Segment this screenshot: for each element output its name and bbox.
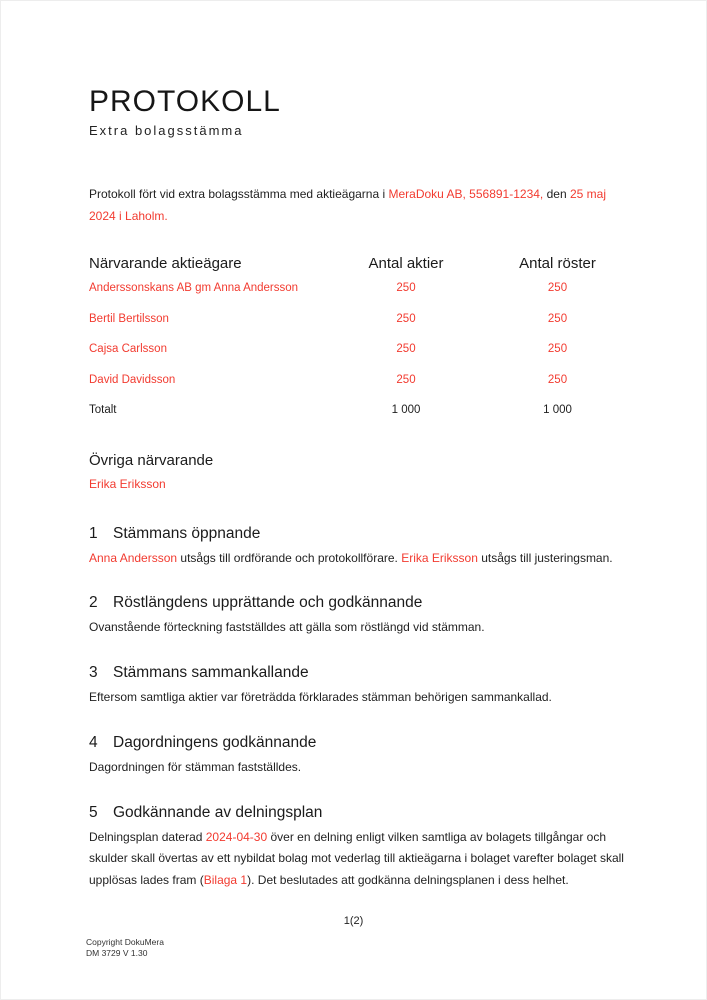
attendees-table-body bbox=[89, 282, 649, 435]
text-segment: Ovanstående förteckning fastställdes att gälla som röstlängd vid stämman. bbox=[89, 620, 485, 635]
section-heading bbox=[89, 803, 619, 822]
section-body bbox=[89, 757, 624, 779]
text-segment: Protokoll fört vid extra bolagsstämma med aktieägarna i bbox=[89, 187, 389, 201]
votes-value: 250 bbox=[547, 343, 568, 355]
page-subtitle: Extra bolagsstämma bbox=[89, 123, 244, 138]
text-segment: ). Det beslutades att godkänna delningsplanen i dess helhet. bbox=[247, 873, 569, 888]
section-title: Stämmans öppnande bbox=[113, 524, 261, 542]
document-section bbox=[89, 663, 619, 709]
section-title: Stämmans sammankallande bbox=[113, 664, 309, 682]
attendees-table bbox=[89, 255, 649, 435]
shares-value: 1 000 bbox=[391, 404, 421, 416]
text-segment: Eftersom samtliga aktier var företrädda förklarades stämman behörigen sammankallad. bbox=[89, 690, 552, 705]
section-heading bbox=[89, 663, 619, 682]
section-number: 3 bbox=[89, 664, 98, 682]
section-title: Dagordningens godkännande bbox=[113, 733, 317, 751]
document-section bbox=[89, 593, 619, 639]
votes-value: 1 000 bbox=[543, 404, 572, 416]
text-segment: 25 maj 2024 i Laholm. bbox=[89, 187, 606, 223]
page-number: 1(2) bbox=[343, 915, 364, 927]
attendee-name: David Davidsson bbox=[89, 373, 176, 386]
table-header-row bbox=[89, 255, 649, 282]
intro-paragraph bbox=[89, 183, 624, 227]
table-row bbox=[89, 343, 649, 374]
document-section bbox=[89, 803, 624, 892]
text-segment: Bilaga 1 bbox=[203, 873, 248, 888]
document-version: DM 3729 V 1.30 bbox=[86, 947, 148, 958]
section-number: 4 bbox=[89, 733, 98, 751]
table-row bbox=[89, 404, 649, 435]
document-section bbox=[89, 733, 619, 779]
shares-value: 250 bbox=[396, 343, 416, 355]
shares-value: 250 bbox=[396, 312, 416, 325]
section-heading bbox=[89, 593, 619, 612]
section-number: 1 bbox=[89, 524, 98, 542]
votes-value: 250 bbox=[547, 312, 568, 325]
attendee-name: Anderssonskans AB gm Anna Andersson bbox=[89, 282, 299, 294]
column-header-shareholders: Närvarande aktieägare bbox=[89, 255, 242, 272]
others-present-heading: Övriga närvarande bbox=[89, 451, 214, 469]
votes-value: 250 bbox=[547, 282, 568, 294]
shares-value: 250 bbox=[396, 373, 416, 386]
attendee-name: Cajsa Carlsson bbox=[89, 343, 167, 355]
section-number: 2 bbox=[89, 594, 98, 612]
section-body bbox=[89, 827, 624, 892]
text-segment: Dagordningen för stämman fastställdes. bbox=[89, 759, 302, 774]
attendee-name: Bertil Bertilsson bbox=[89, 312, 169, 325]
attendee-name: Totalt bbox=[89, 404, 117, 416]
section-body bbox=[89, 548, 624, 570]
text-segment: utsågs till justeringsman. bbox=[477, 550, 613, 565]
section-body bbox=[89, 687, 624, 709]
section-heading bbox=[89, 733, 619, 752]
section-title: Röstlängdens upprättande och godkännande bbox=[113, 594, 423, 612]
section-number: 5 bbox=[89, 803, 98, 821]
others-present-name: Erika Eriksson bbox=[89, 476, 166, 491]
text-segment: Delningsplan daterad bbox=[89, 829, 206, 844]
shares-value: 250 bbox=[396, 282, 416, 294]
section-body bbox=[89, 617, 624, 639]
text-segment: över en delning enligt vilken samtliga av bolagets tillgångar och skulder skall övertas av ett nybildat bolag mot vederlag till aktieägarna i bolaget varefter bolaget skall upplösas lades fram ( bbox=[89, 829, 624, 888]
votes-value: 250 bbox=[547, 373, 568, 386]
text-segment: Erika Eriksson bbox=[401, 550, 478, 565]
section-title: Godkännande av delningsplan bbox=[113, 803, 323, 821]
table-row bbox=[89, 282, 649, 313]
copyright-line: Copyright DokuMera bbox=[86, 937, 164, 947]
text-segment: 2024-04-30 bbox=[205, 829, 268, 844]
column-header-shares: Antal aktier bbox=[368, 255, 444, 272]
text-segment: den bbox=[543, 187, 570, 201]
table-row bbox=[89, 313, 649, 344]
copyright-notice bbox=[86, 937, 164, 958]
text-segment: utsågs till ordförande och protokollförare. bbox=[177, 550, 402, 565]
document-section bbox=[89, 524, 619, 570]
section-heading bbox=[89, 524, 619, 543]
page-title: PROTOKOLL bbox=[89, 85, 281, 118]
text-segment: Anna Andersson bbox=[89, 550, 178, 565]
text-segment: MeraDoku AB, 556891-1234, bbox=[388, 187, 544, 201]
sections-container bbox=[89, 524, 624, 893]
table-row bbox=[89, 374, 649, 405]
column-header-votes: Antal röster bbox=[519, 255, 596, 272]
